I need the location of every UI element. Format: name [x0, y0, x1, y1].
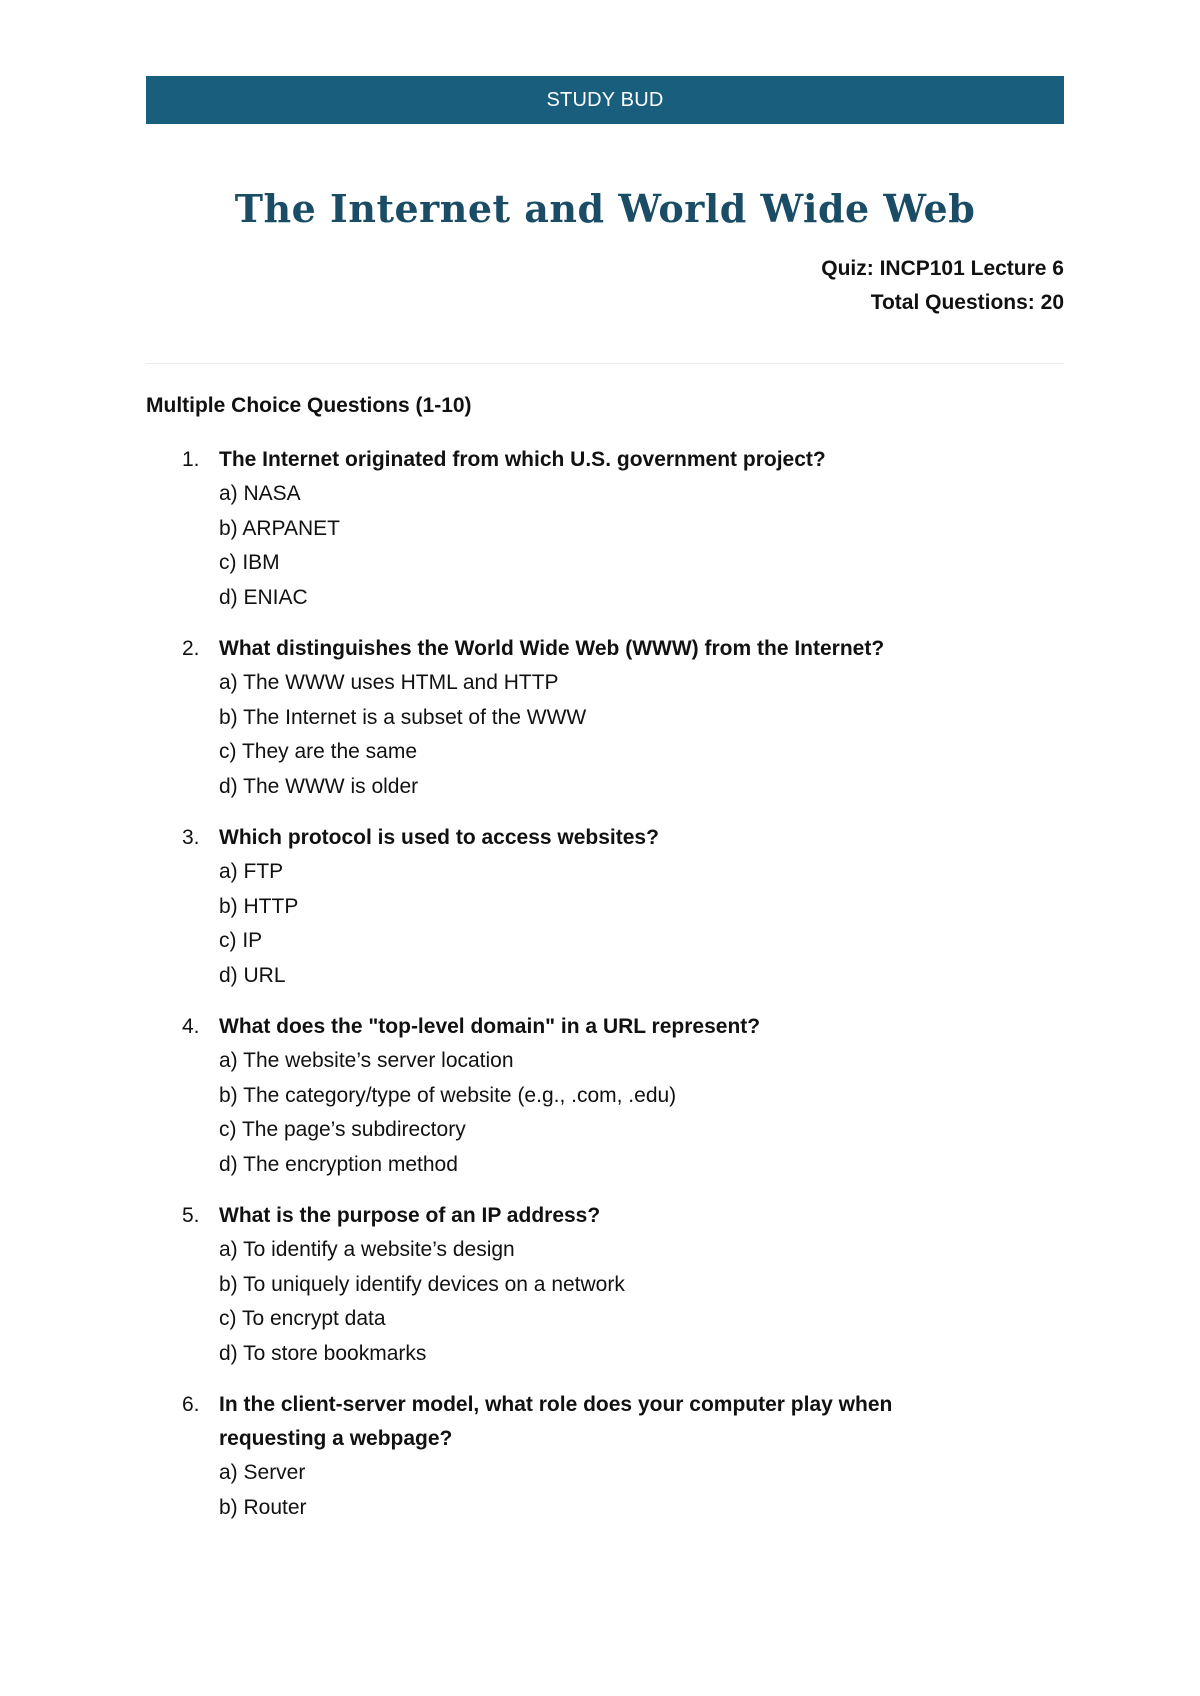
answer-option: b) HTTP: [219, 894, 299, 918]
question-item: [146, 821, 1064, 993]
header-banner: STUDY BUD: [146, 76, 1064, 124]
answer-option: d) ENIAC: [219, 585, 308, 609]
answer-option: a) To identify a website’s design: [219, 1238, 515, 1261]
answer-option: b) The category/type of website (e.g., .com, .edu): [219, 1083, 677, 1107]
question-item: [146, 443, 1064, 615]
question-item: [146, 1199, 1064, 1371]
answer-option: b) The Internet is a subset of the WWW: [219, 705, 587, 729]
question-number: 3.: [182, 826, 200, 849]
answer-option: b) To uniquely identify devices on a network: [219, 1272, 625, 1296]
question-number: 4.: [182, 1015, 200, 1038]
answer-option: a) The website’s server location: [219, 1049, 514, 1072]
answer-option: b) ARPANET: [219, 516, 340, 540]
question-text: In the client-server model, what role does your computer play when requesting a webpage?: [219, 1393, 893, 1450]
question-number: 5.: [182, 1204, 200, 1227]
question-text: What distinguishes the World Wide Web (WWW) from the Internet?: [219, 637, 885, 660]
answer-option: c) IBM: [219, 551, 280, 574]
question-number: 2.: [182, 637, 200, 660]
answer-option: c) They are the same: [219, 740, 418, 763]
answer-option: a) Server: [219, 1461, 306, 1484]
question-item: [146, 632, 1064, 804]
document-title: The Internet and World Wide Web: [234, 186, 976, 231]
answer-option: d) URL: [219, 963, 286, 987]
question-number: 1.: [182, 448, 200, 471]
section-heading: Multiple Choice Questions (1-10): [146, 394, 472, 417]
answer-option: b) Router: [219, 1495, 307, 1519]
answer-option: c) To encrypt data: [219, 1307, 386, 1330]
answer-option: c) IP: [219, 929, 263, 952]
answer-option: a) The WWW uses HTML and HTTP: [219, 671, 559, 694]
question-list: [146, 443, 1064, 1542]
question-text: Which protocol is used to access websites?: [219, 826, 659, 849]
answer-option: d) The encryption method: [219, 1152, 458, 1176]
question-text: What does the "top-level domain" in a URL represent?: [219, 1015, 761, 1038]
question-item: [146, 1388, 1064, 1525]
question-item: [146, 1010, 1064, 1182]
quiz-label: Quiz: INCP101 Lecture 6: [821, 257, 1064, 280]
answer-option: c) The page’s subdirectory: [219, 1118, 466, 1141]
question-number: 6.: [182, 1393, 200, 1416]
question-text: The Internet originated from which U.S. government project?: [219, 448, 826, 471]
total-questions-label: Total Questions: 20: [870, 291, 1064, 314]
answer-option: d) The WWW is older: [219, 774, 419, 798]
answer-option: d) To store bookmarks: [219, 1341, 427, 1365]
question-text: What is the purpose of an IP address?: [219, 1204, 601, 1227]
answer-option: a) FTP: [219, 860, 284, 883]
section-divider: [146, 363, 1064, 364]
answer-option: a) NASA: [219, 482, 301, 505]
